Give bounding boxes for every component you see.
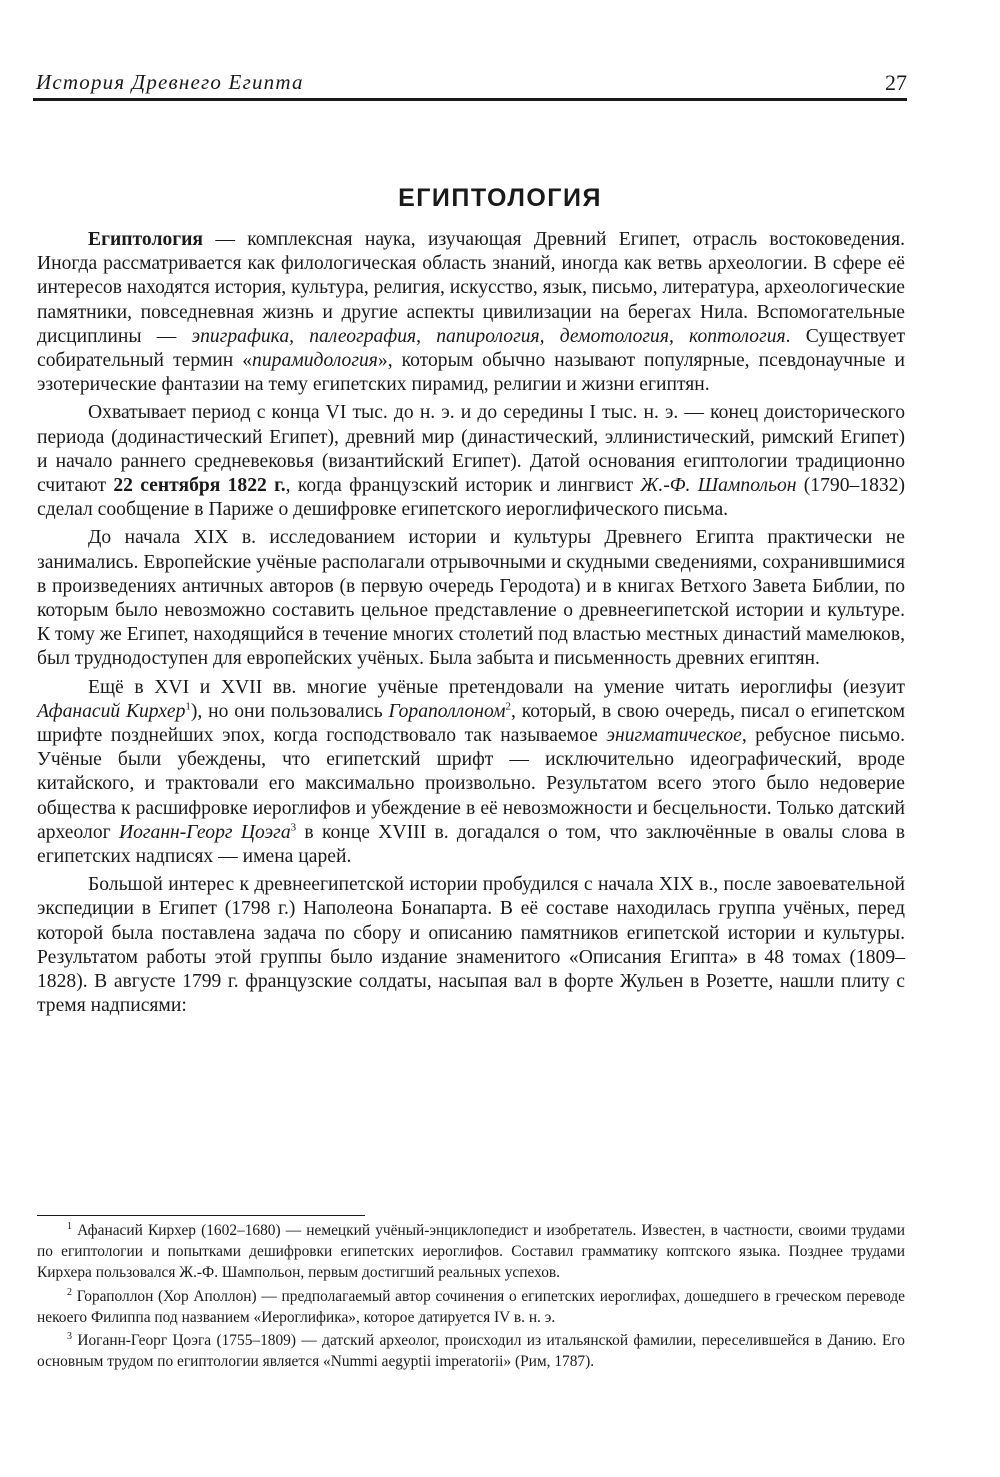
text-run: , когда французский историк и лингвист	[285, 475, 641, 497]
name-zoega: Иоганн-Георг Цоэга	[118, 821, 291, 843]
footnote-1	[37, 1220, 905, 1284]
disciplines-list: эпиграфика, палеография, папирология, демотология, коптология	[191, 325, 786, 347]
text-run: в конце XVIII в. догадался о том, что заключённые в овалы слова в египетских надписях — имена царей.	[37, 821, 905, 868]
paragraph-3: До начала XIX в. исследованием истории и культуры Древнего Египта практически не занимались. Европейские учёные располагали отрывочными и скудными сведениями, сохранившимися в произведениях античных авторов (в первую очередь Геродота) и в книгах Ветхого Завета Библии, по которым было невозможно составить цельное представление о древнеегипетской истории и культуре. К тому же Египет, находящийся в течение многих столетий под властью местных династий мамелюков, был труднодоступен для европейских учёных. Была забыта и письменность древних египтян.	[37, 527, 905, 670]
page-number: 27	[885, 70, 907, 95]
footnote-ref-3: 3	[290, 821, 297, 834]
term-enigmatic: энигматическое	[606, 725, 742, 747]
footnotes	[37, 1220, 905, 1374]
footnote-text: Иоганн-Георг Цоэга (1755–1809) — датский археолог, происходил из итальянской фамилии, переселившейся в Данию. Его основным трудом по египтологии является «Nummi aegyptii imperatorii» (Рим, 1787).	[37, 1332, 905, 1371]
footnote-text: Афанасий Кирхер (1602–1680) — немецкий учёный-энциклопедист и изобретатель. Известен, в частности, своими трудами по египтологии и попытками дешифровки египетских иероглифов. Составил грамматику коптского языка. Позднее трудами Кирхера пользовался Ж.-Ф. Шампольон, первым достигший реальных успехов.	[37, 1222, 905, 1282]
footnote-text: Гораполлон (Хор Аполлон) — предполагаемый автор сочинения о египетских иероглифах, дошедшего в греческом переводе некоего Филиппа под названием «Иероглифика», которое датируется IV в. н. э.	[37, 1287, 905, 1326]
footnote-mark: 2	[67, 1286, 72, 1298]
body-text	[37, 228, 905, 1023]
footnote-ref-2: 2	[505, 700, 512, 713]
term-egyptology: Египтология	[88, 229, 204, 250]
footnote-3	[37, 1330, 905, 1372]
footnote-mark: 3	[67, 1330, 72, 1342]
term-piramidology: пирамидология	[252, 350, 378, 372]
text-run: Охватывает период с конца VI тыс. до н. э. и до середины I тыс. н. э. — конец доисторического периода (додинастический Египет), древний мир (династический, эллинистический, римский Египет) и начало раннего средневековья (византийский Египет). Датой основания египтологии традиционно считают	[37, 402, 905, 497]
footnote-mark: 1	[67, 1220, 72, 1232]
running-title: История Древнего Египта	[36, 70, 304, 94]
footnote-ref-1: 1	[185, 700, 191, 713]
chapter-title: ЕГИПТОЛОГИЯ	[398, 184, 602, 212]
footnote-divider	[37, 1215, 365, 1216]
paragraph-2	[37, 401, 905, 522]
paragraph-1	[37, 228, 905, 397]
text-run: », которым обычно называют популярные, псевдонаучные и эзотерические фантазии на тему египетских пирамид, религии и жизни египтян.	[37, 350, 905, 396]
text-run: Ещё в XVI и XVII вв. многие учёные претендовали на умение читать иероглифы (иезуит	[88, 676, 905, 698]
name-champollion: Ж.-Ф. Шампольон	[640, 475, 797, 497]
running-header	[33, 70, 907, 101]
text-run: (1790–1832) сделал сообщение в Париже о дешифровке египетского иероглифического письма.	[37, 475, 905, 521]
founding-date: 22 сентября 1822 г.	[113, 475, 286, 497]
text-run: , ребусное письмо. Учёные были убеждены, что египетский шрифт — исключительно идеографический, вроде китайского, и трактовали его максимально произвольно. Результатом всего этого было недоверие общества к расшифровке иероглифов и убеждение в её невозможности и бесцельности. Только датский археолог	[37, 725, 906, 843]
paragraph-4	[37, 676, 905, 870]
text-run: . Существует собирательный термин «	[37, 325, 906, 372]
paragraph-5: Большой интерес к древнеегипетской истории пробудился с начала XIX в., после завоевательной экспедиции в Египет (1798 г.) Наполеона Бонапарта. В её составе находилась группа учёных, перед которой была поставлена задача по сбору и описанию памятников египетской истории и культуры. Результатом работы этой группы было издание знаменитого «Описания Египта» в 48 томах (1809–1828). В августе 1799 г. французские солдаты, насыпая вал в форте Жульен в Розетте, нашли плиту с тремя надписями:	[37, 874, 905, 1017]
footnote-2	[37, 1286, 905, 1328]
name-kircher: Афанасий Кирхер	[37, 700, 186, 722]
text-run: ), но они пользовались	[190, 700, 389, 722]
text-run: — комплексная наука, изучающая Древний Египет, отрасль востоковедения. Иногда рассматривается как филологическая область знаний, иногда как ветвь археологии. В сфере её интересов находятся история, культура, религия, искусство, язык, письмо, литература, археологические памятники, повседневная жизнь и другие аспекты цивилизации на берегах Нила. Вспомогательные дисциплины —	[37, 229, 905, 347]
name-horapollo: Гораполлоном	[388, 700, 506, 722]
text-run: , который, в свою очередь, писал о египетском шрифте позднейших эпох, когда господствовало так называемое	[37, 700, 905, 747]
